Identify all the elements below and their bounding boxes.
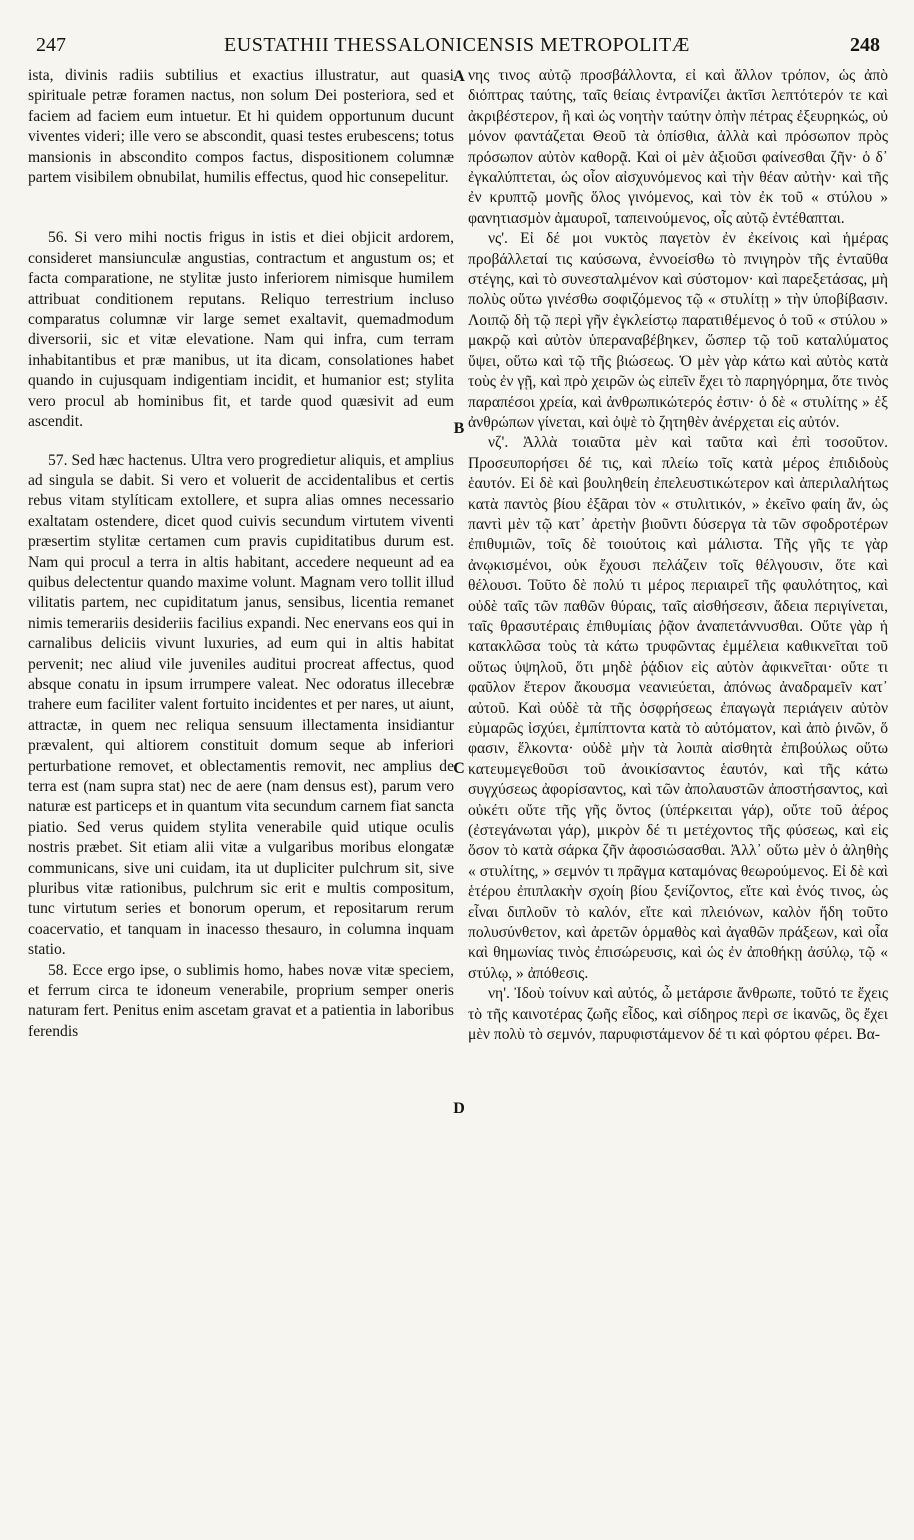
latin-paragraph-57: 57. Sed hæc hactenus. Ultra vero progredietur aliquis, et amplius ad singula se dabit. Si vero et voluerit de accidentalibus et certis rebus vitam stylíticam extollere, et supra alias omnes necessario exaltatam ostendere, dicet quod cuivis secundum virtutem viventi præsertim stylitæ certamen cum pravis cupiditatibus durum est. Nam qui procul a terra in altis habitant, accedere nequeunt ad ea quibus delectentur quando maxime volunt. Magnam vero tollit illud vilitatis partem, nec cupiditatum janus, sensibus, licentia remanet nimis temerariis desideriis facilius expandi. Nec enervans eos qui in carnalibus deliciis vivunt luxuries, ad eum qui in altis habitat pervenit; nec aliud vile juveniles auditui procreat affectus, quod absque conatu in ipsum irrumpere valeat. Nec odoratus illecebræ trahere eum faciliter valent fortuito incidentes et per nares, ut aiunt, attractæ, in quem nec reliqua sensuum illectamenta insidiantur prævalent, qui altiorem constituit domum seque ab inferiori perturbatione removet, et oblectamentis removit, nec amplius de terra est (nam supra stat) nec de aere (nam densus est), parum vero naturæ est particeps et in quantum vita secundum carnem fiat sancta piatio. Sed verus quidem stylita venerabile quid utique oculis nostris præbet. Sit etiam alii vitæ a vulgaribus moribus elongatæ communicans, sive uni cuidam, ita ut dupliciter pulchrum sit, sive pluribus vitæ rationibus, pulchrum sic erit e multis compositum, tunc virtutum series et bonorum operum, et repositarum rerum coacervatio, et tanquam in inacesso thesauro, in columna inquam statio. (28, 451, 454, 959)
latin-column (28, 66, 454, 1516)
greek-paragraph-58: νη'. Ἰδοὺ τοίνυν καὶ αὐτός, ὦ μετάρσιε ἄνθρωπε, τοῦτό τε ἔχεις τὸ τῆς καινοτέρας ζωῆς εἶδος, καὶ σίδηρος περὶ σε ἱκανῶς, ὃς ἔχει μὲν πολὺ τὸ σεμνόν, παρυφιστάμενον δέ τι καὶ φόρτου φέρει. Βα- (468, 985, 888, 1044)
margin-marker-a: A (453, 68, 465, 85)
greek-paragraph-1: νης τινος αὐτῷ προσβάλλοντα, εἰ καὶ ἄλλον τρόπον, ὡς ἀπὸ διόπτρας ταύτης, ταῖς θείαις ἐντρανίζει ἀκτῖσι λεπτότερόν τε καὶ ἀκριβέστερον, ἢ καὶ ὡς νοητὴν ταύτην ὀπὴν πέτρας ἐξευρηκώς, οὐ μόνον φαντάζεται Θεοῦ τὰ ὀπίσθια, ἀλλὰ καὶ πρόσωπον πρὸς πρόσωπον αὐτὸν καθορᾷ. Καὶ οἱ μὲν ἀξιοῦσι φαίνεσθαι ζῆν· ὁ δ᾽ ἐγκαλύπτεται, ὡς οἷον αἰσχυνόμενος καὶ τὴν θέαν αὐτὴν· καὶ τῆς ἐν κρυπτῷ μονῆς ὅλος γινόμενος, καὶ τὸν ἐκ τοῦ « στύλου » φανητιασμὸν ἀμαυροῖ, ταπεινούμενος, οἷς αὐτῷ ἐντέθαπται. (468, 67, 888, 227)
greek-column (468, 66, 888, 1516)
page-number-left: 247 (36, 34, 66, 56)
latin-paragraph-58: 58. Ecce ergo ipse, o sublimis homo, habes novæ vitæ speciem, et ferrum circa te idoneum venerabile, proprium semper oneris naturam fert. Penitus enim ascetam gravat et a patientia in laboribus ferendis (28, 961, 454, 1040)
latin-paragraph-56: 56. Si vero mihi noctis frigus in istis et diei objicit ardorem, consideret mansiunculæ angustias, contractum et angustum os; et facta comparatione, ne stylitæ justo inferiorem nimisque humilem attribuat conditionem reputans. Reliquo terrestrium incluso comparatus columnæ vir large semet exaltavit, quemadmodum diversorii, sic et vitæ elevatione. Nam qui infra, cum terram inhabitantibus et præ manibus, ut ita dicam, consolationes habet quando in cujusquam indigentiam incidit, et humanior est; stylita vero procul ab hominibus fit, et tarde quod quæsivit ad eum ascendit. (28, 229, 454, 431)
page-number-right: 248 (850, 34, 880, 56)
margin-marker-b: B (453, 420, 465, 437)
margin-marker-d: D (453, 1100, 465, 1117)
greek-paragraph-56: νς'. Εἰ δέ μοι νυκτὸς παγετὸν ἐν ἐκείνοις καὶ ἡμέρας προβάλλεταί τις καύσωνα, ἐννοείσθω τὸ πνιγηρὸν τῆς ἐνταῦθα στέγης, καὶ τὸ συνεσταλμένον καὶ σύστομον· καὶ παρεξετάσας, μὴ πολὺς οὕτω γινέσθω σοφιζόμενος τῷ « στυλίτῃ » τὴν ὑποβίβασιν. Λοιπῷ δὴ τῷ περὶ γῆν ἐγκλείστῳ παρατιθέμενος ὁ τοῦ « στύλου » μακρῷ καὶ αὐτὸν ὑπεραναβέβηκεν, ὥσπερ τῷ τοῦ καταλύματος ὕψει, οὕτω καὶ τῷ τῆς βιώσεως. Ὁ μὲν γὰρ κάτω καὶ αὐτὸς κατὰ τοὺς ἐν γῇ, καὶ πρὸ χειρῶν ὡς εἰπεῖν ἔχει τὸ παρηγόρημα, ὅτε τινὸς παραπέσοι χρεία, καὶ ἀνθρωπικώτερός ἐστιν· ὁ δὲ « στυλίτης » ἐξ ἀνθρώπων γίνεται, καὶ ὀψὲ τὸ ζητηθὲν ἀνέρχεται εἰς αὐτόν. (468, 230, 888, 431)
running-header (28, 30, 886, 64)
margin-marker-c: C (453, 760, 465, 777)
greek-paragraph-57: νζ'. Ἀλλὰ τοιαῦτα μὲν καὶ ταῦτα καὶ ἐπὶ τοσοῦτον. Προσευπορήσει δέ τις, καὶ πλείω τοῖς κατὰ μέρος ἐπιδιδοὺς ἑαυτόν. Εἰ δὲ καὶ βουληθείη ἐπελευστικώτερον καὶ ἀπεριλαλήτως κατὰ παντὸς βίου ἐξᾶραι τὸν « στυλιτικόν, » ἐκεῖνο φαίη ἄν, ὡς παντὶ μὲν τῷ κατ᾽ ἀρετὴν βιοῦντι δύσεργα τὰ τῶν σφοδροτέρων ἐπιθυμιῶν, τοῖς δὲ τοιούτοις καὶ μάλιστα. Τῆς γῆς τε γὰρ ἀνῳκισμένοι, οὐκ ἔχουσι πελάζειν τοῖς θέλγουσιν, ὅτε καὶ θέλουσι. Τοῦτο δὲ πολύ τι μέρος περιαιρεῖ τῆς φαυλότητος, καὶ οὐδὲ ταῖς τῶν παθῶν θύραις, ταῖς αἰσθήσεσιν, ἄδεια περιγίνεται, ταῖς θρασυτέραις ἐπιθυμίαις ῥᾷον ἀναπετάννυσθαι. Οὔτε γὰρ ἡ κατακλῶσα τοὺς τὰ κάτω τρυφῶντας ἐμμέλεια καθικνεῖται τοῦ οὕτως ὑψηλοῦ, ὅτι μηδὲ ῥᾴδιον εἰς αὐτὸν ἀφικνεῖται· οὔτε τι φαῦλον ἕτερον ἄκουσμα νεανιεύεται, ἀπόνως ἀναδραμεῖν κατ᾽ αὐτοῦ. Καὶ οὐδὲ τὰ τῆς ὀσφρήσεως ἐπαγωγὰ περιάγειν αὐτὸν εὐμαρῶς ἰσχύει, ἐμπίπτοντα κατὰ τὸ αὐτόματον, καὶ ἀπὸ ῥινῶν, ὅ φασιν, ἕλκοντα· οὐδὲ μὴν τὰ λοιπὰ αἰσθητὰ ἐπιβούλως οὕτω κατευμεγεθοῦσι τοῦ ἀνοικίσαντος ἑαυτόν, καὶ τῆς κάτω συγχύσεως ἀφορίσαντος, καὶ τῶν ἀπολαυστῶν ἀποστήσαντος, καὶ οὐκέτι οὔτε τῆς γῆς ὄντος (ὑπέρκειται γάρ), οὔτε τοῦ ἀέρος (ἐστεγάνωται γάρ), μικρὸν δέ τι μετέχοντος τῆς φύσεως, καὶ εἰς ὅσον τὸ κατὰ σάρκα ζῆν ἀφοσιώσασθαι. Ἀλλ᾽ οὕτω μὲν ὁ ἀληθὴς « στυλίτης, » σεμνόν τι πρᾶγμα καταμόνας θεωρούμενος. Εἰ δὲ καὶ ἑτέρου ἐπιπλακὴν σχοίη βίου ξενίζοντος, εἴτε καὶ ἑνός τινος, ὡς εἶναι διπλοῦν τὸ καλόν, εἴτε καὶ πλειόνων, καλὸν ἤδη τοῦτο πολυσύνθετον, καὶ ἀρετῶν ὁρμαθὸς καὶ ἀγαθῶν πράξεων, καὶ οἷα καὶ θημωνίας τινὸς ἐπισώρευσις, καὶ ὡς ἐν ἀποθήκῃ ἀσύλῳ, τῷ « στύλῳ, » ἀπόθεσις. (468, 434, 888, 982)
running-title: EUSTATHII THESSALONICENSIS METROPOLITÆ (224, 34, 690, 56)
latin-paragraph-1: ista, divinis radiis subtilius et exactius illustratur, aut quasi spirituale petræ foramen nactus, non solum Dei posteriora, sed et faciem ad faciem eum intuetur. Et hi quidem opportunum ducunt viventes videri; ille vero se abscondit, quasi testes erubescens; totus mansionis in abscondito compos factus, dispositionem columnæ partem visibilem obnubilat, humilis effectus, quod hic consepelitur. (28, 67, 454, 187)
